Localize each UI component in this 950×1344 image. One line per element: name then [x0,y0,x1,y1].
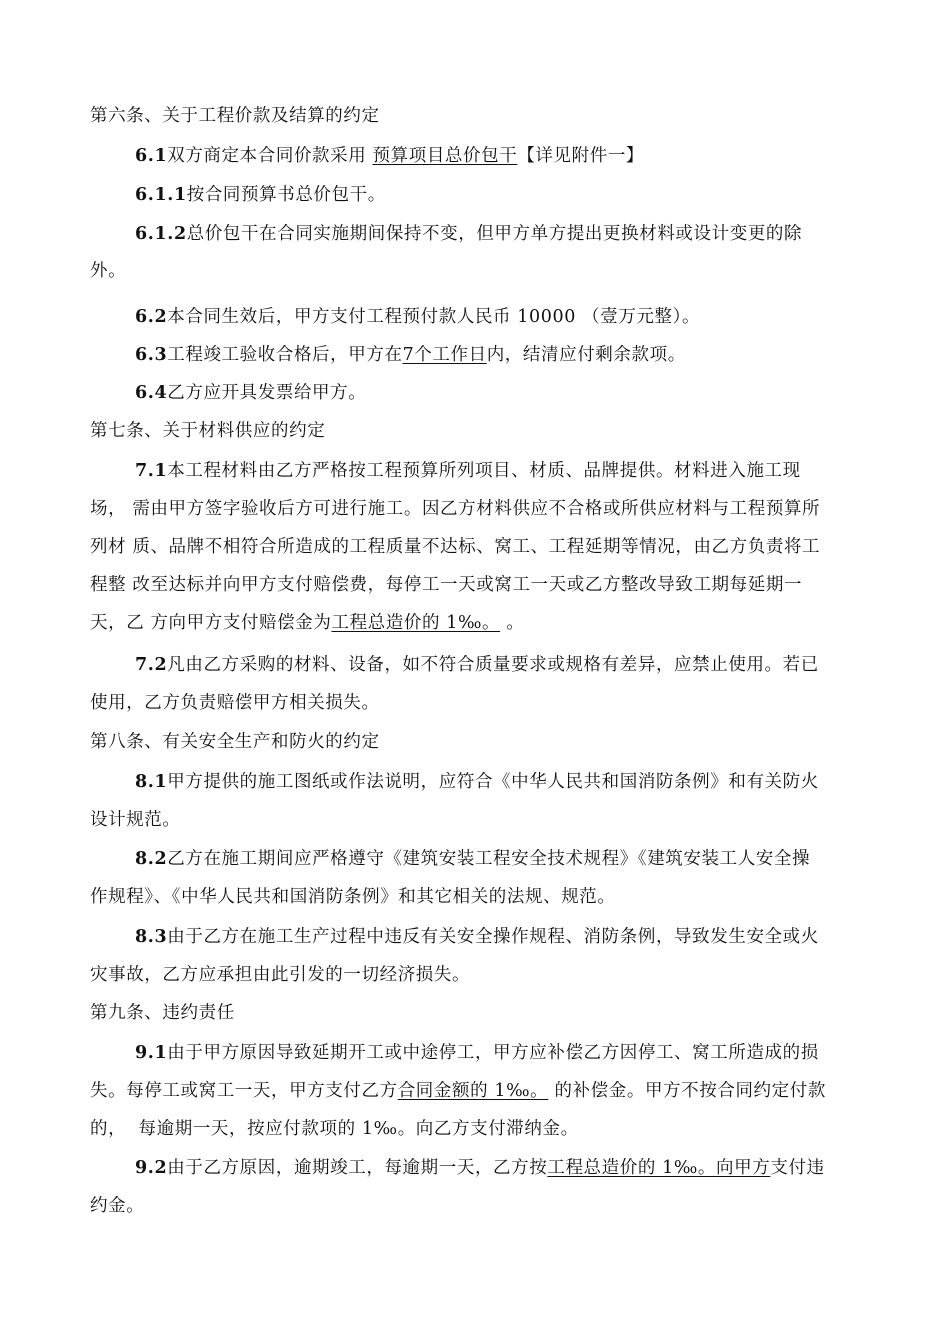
clause-6-4: 6.4乙方应开具发票给甲方。 [135,383,367,403]
clause-number: 8.3 [135,927,168,947]
clause-9-2: 9.2由于乙方原因，逾期竣工，每逾期一天，乙方按工程总造价的 1‰。向甲方支付违 [135,1158,825,1178]
clause-7-1: 7.1本工程材料由乙方严格按工程预算所列项目、材质、品牌提供。材料进入施工现 [135,461,801,481]
clause-7-1-cont-3: 程整 改至达标并向甲方支付赔偿费，每停工一天或窝工一天或乙方整改导致工期每延期一 [90,575,803,595]
clause-6-1: 6.1双方商定本合同价款采用 预算项目总价包干【详见附件一】 [135,146,645,166]
underlined-term: 工程总造价的 1‰。向甲方 [547,1158,771,1178]
underlined-term: 7个工作日 [402,345,487,365]
clause-number: 6.3 [135,345,168,365]
clause-9-2-cont: 约金。 [90,1196,145,1216]
clause-8-2: 8.2乙方在施工期间应严格遵守《建筑安装工程安全技术规程》《建筑安装工人安全操 [135,849,811,869]
clause-number: 6.1.1 [135,185,187,205]
clause-6-1-2: 6.1.2总价包干在合同实施期间保持不变，但甲方单方提出更换材料或设计变更的除 [135,224,803,244]
clause-number: 9.2 [135,1158,168,1178]
article-6-heading: 第六条、关于工程价款及结算的约定 [90,106,380,126]
clause-8-2-cont: 作规程》、《中华人民共和国消防条例》和其它相关的法规、规范。 [90,887,616,907]
clause-9-1-cont-2: 的， 每逾期一天，按应付款项的 1‰。向乙方支付滞纳金。 [90,1119,579,1139]
article-7-heading: 第七条、关于材料供应的约定 [90,421,326,441]
article-8-heading: 第八条、有关安全生产和防火的约定 [90,732,380,752]
clause-8-3: 8.3由于乙方在施工生产过程中违反有关安全操作规程、消防条例，导致发生安全或火 [135,927,819,947]
clause-number: 8.1 [135,772,168,792]
clause-9-1-cont-1: 失。每停工或窝工一天，甲方支付乙方合同金额的 1‰。 的补偿金。甲方不按合同约定付款 [90,1081,826,1101]
underlined-term: 工程总造价的 1‰。 [331,613,501,633]
clause-7-1-cont-4: 天，乙 方向甲方支付赔偿金为工程总造价的 1‰。 。 [90,613,525,633]
clause-7-2: 7.2凡由乙方采购的材料、设备，如不符合质量要求或规格有差异，应禁止使用。若已 [135,655,819,675]
clause-number: 6.1.2 [135,224,187,244]
clause-number: 6.2 [135,307,168,327]
clause-8-1: 8.1甲方提供的施工图纸或作法说明，应符合《中华人民共和国消防条例》和有关防火 [135,772,819,792]
clause-6-2: 6.2本合同生效后，甲方支付工程预付款人民币 10000 （壹万元整）。 [135,307,701,327]
clause-number: 6.4 [135,383,168,403]
clause-7-2-cont: 使用，乙方负责赔偿甲方相关损失。 [90,693,380,713]
underlined-term: 预算项目总价包干 [372,146,518,166]
clause-9-1: 9.1由于甲方原因导致延期开工或中途停工，甲方应补偿乙方因停工、窝工所造成的损 [135,1043,819,1063]
clause-number: 9.1 [135,1043,168,1063]
clause-7-1-cont-1: 场， 需由甲方签字验收后方可进行施工。因乙方材料供应不合格或所供应材料与工程预算所 [90,499,821,519]
underlined-term: 合同金额的 1‰。 [397,1081,549,1101]
clause-8-3-cont: 灾事故，乙方应承担由此引发的一切经济损失。 [90,965,471,985]
clause-number: 6.1 [135,146,168,166]
clause-6-3: 6.3工程竣工验收合格后，甲方在7个工作日内，结清应付剩余款项。 [135,345,686,365]
clause-8-1-cont: 设计规范。 [90,810,181,830]
clause-6-1-1: 6.1.1按合同预算书总价包干。 [135,185,386,205]
clause-7-1-cont-2: 列材 质、品牌不相符合所造成的工程质量不达标、窝工、工程延期等情况，由乙方负责将工 [90,537,821,557]
clause-number: 7.1 [135,461,168,481]
clause-number: 7.2 [135,655,168,675]
article-9-heading: 第九条、违约责任 [90,1003,235,1023]
clause-number: 8.2 [135,849,168,869]
clause-6-1-2-cont: 外。 [90,261,127,281]
